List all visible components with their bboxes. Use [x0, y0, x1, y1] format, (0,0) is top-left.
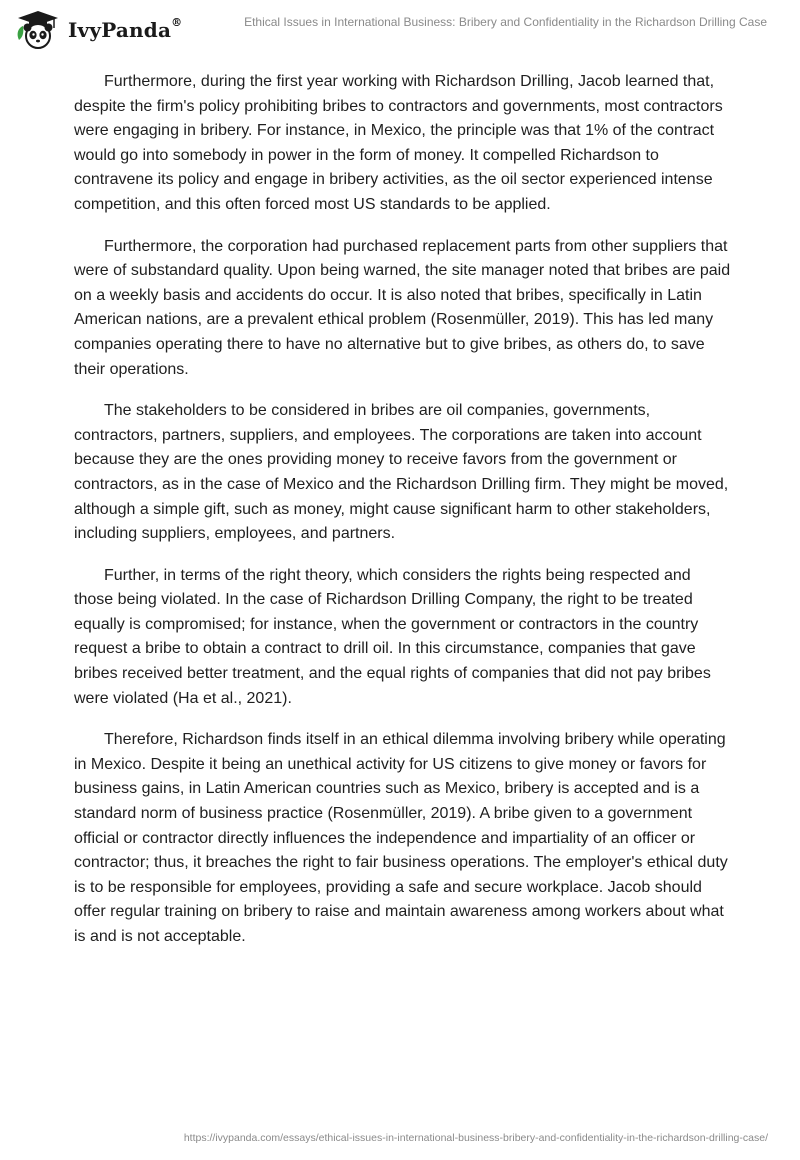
essay-body [74, 70, 734, 967]
ivypanda-logo[interactable] [14, 10, 182, 50]
source-url[interactable]: https://ivypanda.com/essays/ethical-issues-in-international-business-bribery-and-confidentiality-in-the-richardson-drilling-case/ [183, 1132, 768, 1144]
document-title: Ethical Issues in International Business: Bribery and Confidentiality in the Richardson Drilling Case [244, 15, 767, 29]
logo-text: IvyPanda [68, 18, 172, 42]
paragraph: The stakeholders to be considered in bribes are oil companies, governments, contractors, partners, suppliers, and employees. The corporations are taken into account because they are the ones providing money to receive favors from the government or contractors, as in the case of Mexico and the Richardson Drilling firm. They might be moved, although a simple gift, such as money, might cause significant harm to other stakeholders, including suppliers, employees, and partners. [74, 402, 729, 543]
paragraph: Furthermore, the corporation had purchased replacement parts from other suppliers that were of substandard quality. Upon being warned, the site manager noted that bribes are paid on a weekly basis and accidents do occur. It is also noted that bribes, specifically in Latin American nations, are a prevalent ethical problem (Rosenmüller, 2019). This has led many companies operating there to have no alternative but to give bribes, as others do, to save their operations. [74, 237, 731, 378]
panda-graduate-icon [14, 10, 62, 50]
paragraph: Furthermore, during the first year working with Richardson Drilling, Jacob learned that, despite the firm's policy prohibiting bribes to contractors and governments, most contractors were engaging in bribery. For instance, in Mexico, the principle was that 1% of the contract would go into somebody in power in the form of money. It compelled Richardson to contravene its policy and engage in bribery activities, as the oil sector experienced intense competition, and this often forced most US standards to be applied. [74, 73, 723, 213]
page-header [0, 0, 800, 56]
paragraph: Therefore, Richardson finds itself in an ethical dilemma involving bribery while operating in Mexico. Despite it being an unethical activity for US citizens to give money or favors for business gains, in Latin American countries such as Mexico, bribery is accepted and is a standard norm of business practice (Rosenmüller, 2019). A bribe given to a government official or contractor directly influences the independence and impartiality of an officer or contractor; thus, it breaches the right to fair business operations. The employer's ethical duty is to be responsible for employees, providing a safe and secure workplace. Jacob should offer regular training on bribery to raise and maintain awareness among workers about what is and is not acceptable. [74, 731, 728, 945]
paragraph: Further, in terms of the right theory, which considers the rights being respected and those being violated. In the case of Richardson Drilling Company, the right to be treated equally is compromised; for instance, when the government or contractors in the country request a bribe to obtain a contract to drill oil. In this circumstance, companies that gave bribes received better treatment, and the equal rights of companies that did not pay bribes were violated (Ha et al., 2021). [74, 566, 711, 707]
logo-wordmark [68, 18, 182, 42]
registered-mark: ® [171, 16, 183, 29]
